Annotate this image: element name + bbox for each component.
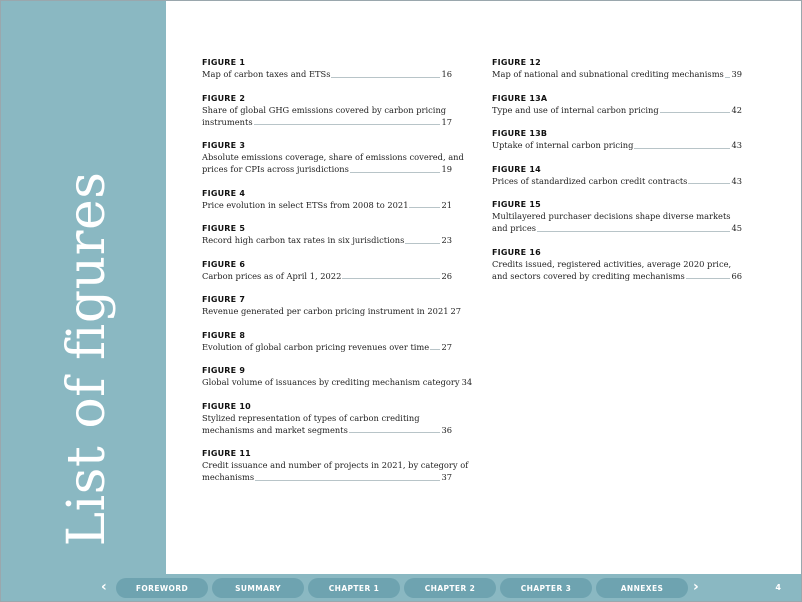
figure-label: FIGURE 13A [492, 93, 548, 103]
leader-line [331, 77, 440, 78]
figure-entry[interactable] [202, 330, 452, 353]
figure-page-number[interactable]: 16 [441, 69, 452, 79]
figure-title: Evolution of global carbon pricing revenues over time [202, 341, 430, 352]
nav-summary-button[interactable]: SUMMARY [212, 578, 304, 598]
figure-label: FIGURE 14 [492, 164, 541, 174]
leader-line [537, 231, 730, 232]
leader-line [634, 148, 730, 149]
figure-title: Type and use of internal carbon pricing [492, 104, 659, 115]
leader-line [350, 172, 441, 173]
figure-label: FIGURE 7 [202, 295, 246, 304]
figure-title: prices for CPIs across jurisdictions [202, 164, 349, 174]
figure-label: FIGURE 5 [202, 224, 246, 233]
figure-title: Carbon prices as of April 1, 2022 [202, 270, 342, 281]
figure-title: Absolute emissions coverage, share of emissions covered, and [202, 152, 464, 162]
figure-entry[interactable] [202, 223, 452, 246]
figure-title: and prices [492, 223, 536, 233]
figure-entry[interactable] [492, 93, 742, 116]
figure-list-right [492, 57, 742, 294]
figure-title: instruments [202, 116, 253, 127]
next-arrow-icon[interactable]: › [693, 579, 699, 595]
figure-title: Share of global GHG emissions covered by carbon pricing [202, 104, 447, 115]
leader-line [686, 278, 731, 279]
leader-line [255, 480, 440, 481]
leader-line [725, 77, 731, 78]
figure-page-number[interactable]: 39 [731, 69, 742, 79]
figure-title: Uptake of internal carbon pricing [492, 140, 634, 150]
figure-page-number[interactable]: 23 [441, 235, 452, 245]
figure-label: FIGURE 11 [202, 449, 251, 458]
figure-page-number[interactable]: 27 [450, 306, 462, 316]
figure-page-number[interactable]: 17 [441, 116, 452, 127]
leader-line [688, 183, 730, 184]
figure-entry[interactable] [492, 57, 742, 80]
figure-page-number[interactable]: 21 [441, 199, 452, 210]
figure-label: FIGURE 6 [202, 259, 246, 269]
figure-page-number[interactable]: 36 [441, 424, 452, 435]
figure-title: Global volume of issuances by crediting mechanism category [202, 377, 460, 387]
figure-entry[interactable] [492, 164, 742, 187]
figure-page-number[interactable]: 43 [731, 140, 742, 150]
figure-entry[interactable] [202, 93, 452, 128]
nav-chapter-2-button[interactable]: CHAPTER 2 [404, 578, 496, 598]
figure-title: Price evolution in select ETSs from 2008 to 2021 [202, 199, 409, 210]
figure-entry[interactable] [202, 57, 452, 80]
figure-title: Credits issued, registered activities, average 2020 price, [492, 258, 732, 269]
figure-page-number[interactable]: 45 [731, 223, 742, 233]
page-title: List of figures [56, 171, 117, 547]
figure-entry[interactable] [202, 140, 464, 175]
figure-entry[interactable] [202, 259, 452, 282]
leader-line [430, 349, 440, 350]
figure-title: and sectors covered by crediting mechanisms [492, 270, 685, 281]
figure-page-number[interactable]: 34 [461, 377, 473, 387]
figure-label: FIGURE 4 [202, 188, 246, 198]
nav-annexes-button[interactable]: ANNEXES [596, 578, 688, 598]
figure-title: Record high carbon tax rates in six jurisdictions [202, 235, 405, 245]
figure-label: FIGURE 10 [202, 401, 251, 411]
figure-entry[interactable] [202, 448, 469, 483]
nav-chapter-3-button[interactable]: CHAPTER 3 [500, 578, 592, 598]
figure-label: FIGURE 1 [202, 58, 246, 67]
figure-title: Multilayered purchaser decisions shape diverse markets [492, 211, 731, 221]
figure-entry[interactable] [202, 188, 452, 211]
figure-title: Prices of standardized carbon credit contracts [492, 175, 688, 186]
nav-chapter-1-button[interactable]: CHAPTER 1 [308, 578, 400, 598]
figure-label: FIGURE 15 [492, 200, 541, 209]
figure-title: Map of national and subnational crediting mechanisms [492, 69, 724, 79]
bottom-nav [1, 574, 801, 601]
figure-page-number[interactable]: 26 [441, 270, 452, 281]
figure-entry[interactable] [202, 365, 473, 388]
figure-entry[interactable] [492, 199, 742, 234]
page-number: 4 [775, 583, 781, 592]
figure-entry[interactable] [492, 247, 742, 282]
sidebar [1, 1, 166, 574]
figure-entry[interactable] [202, 401, 452, 436]
figure-title: Map of carbon taxes and ETSs [202, 69, 331, 79]
figure-label: FIGURE 12 [492, 58, 541, 67]
prev-arrow-icon[interactable]: ‹ [101, 579, 107, 595]
figure-label: FIGURE 13B [492, 129, 548, 138]
figure-page-number[interactable]: 19 [441, 164, 452, 174]
leader-line [349, 432, 441, 433]
figure-label: FIGURE 8 [202, 330, 246, 340]
figure-label: FIGURE 16 [492, 247, 541, 257]
figure-title: Stylized representation of types of carbon crediting [202, 412, 420, 423]
nav-foreword-button[interactable]: FOREWORD [116, 578, 208, 598]
figure-page-number[interactable]: 66 [731, 270, 742, 281]
leader-line [409, 207, 440, 208]
leader-line [342, 278, 440, 279]
figure-page-number[interactable]: 37 [441, 472, 452, 482]
figure-title: Credit issuance and number of projects in 2021, by category of [202, 460, 469, 470]
figure-entry[interactable] [492, 128, 742, 151]
figure-label: FIGURE 9 [202, 366, 246, 375]
leader-line [660, 112, 731, 113]
figure-label: FIGURE 3 [202, 141, 246, 150]
figure-page-number[interactable]: 43 [731, 175, 742, 186]
leader-line [254, 124, 441, 125]
figure-page-number[interactable]: 42 [731, 104, 742, 115]
figure-title: mechanisms and market segments [202, 424, 348, 435]
figure-list-left [202, 57, 473, 496]
figure-page-number[interactable]: 27 [441, 341, 452, 352]
figure-entry[interactable] [202, 294, 462, 317]
leader-line [405, 243, 440, 244]
figure-label: FIGURE 2 [202, 93, 246, 103]
figure-title: Revenue generated per carbon pricing instrument in 2021 [202, 306, 449, 316]
figure-title: mechanisms [202, 472, 255, 482]
